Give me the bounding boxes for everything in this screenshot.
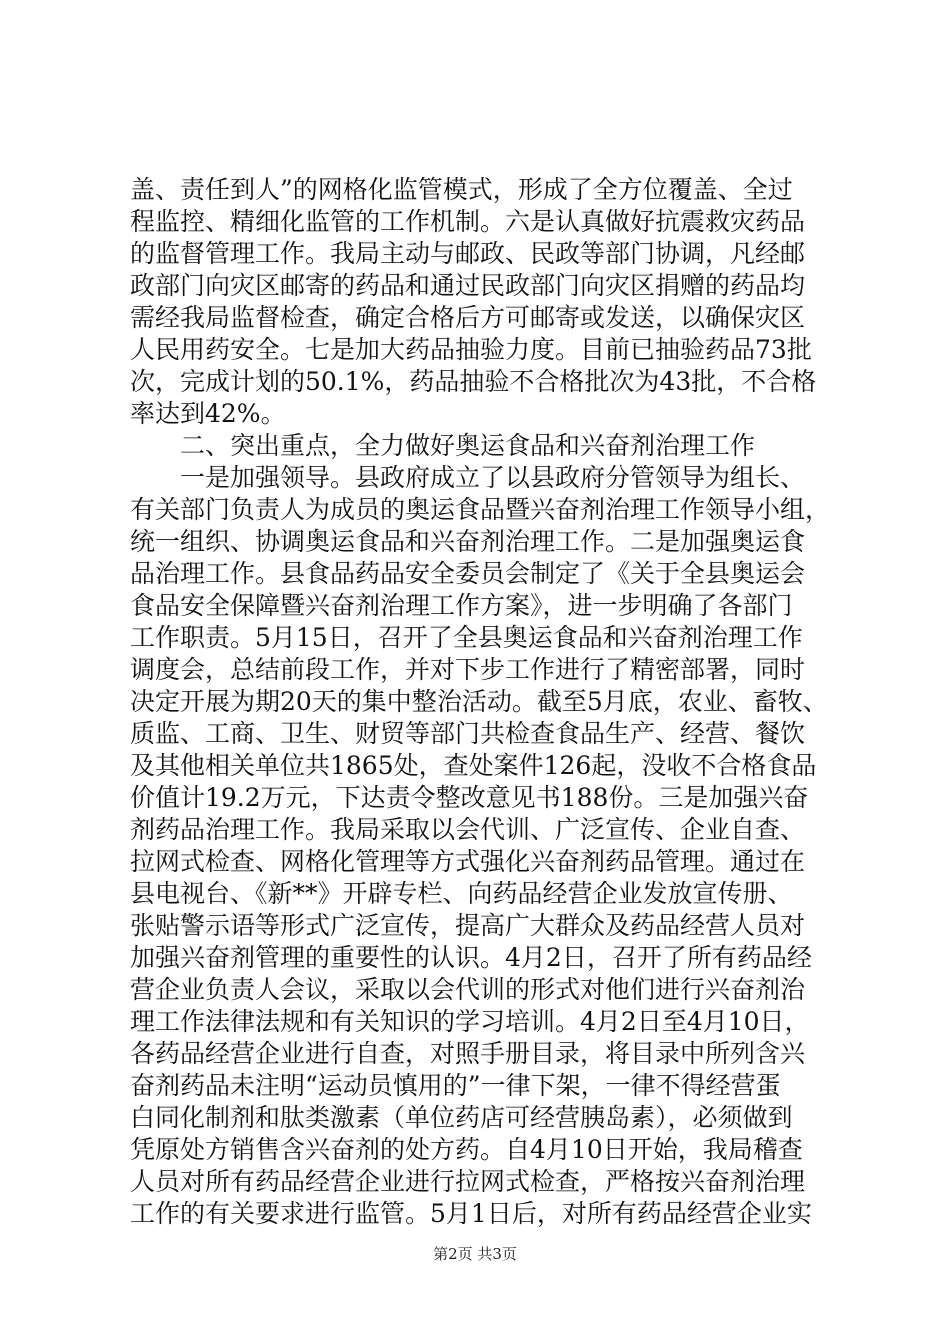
body-text-line: 张贴警示语等形式广泛宣传，提高广大群众及药品经营人员对 (130, 911, 806, 940)
body-text-line: 人民用药安全。七是加大药品抽验力度。目前已抽验药品73批 (130, 335, 812, 364)
body-text-line: 程监控、精细化监管的工作机制。六是认真做好抗震救灾药品 (130, 207, 806, 236)
body-text-line: 人员对所有药品经营企业进行拉网式检查，严格按兴奋剂治理 (130, 1167, 806, 1196)
body-text-line: 营企业负责人会议，采取以会代训的形式对他们进行兴奋剂治 (130, 975, 806, 1004)
body-text-line: 奋剂药品未注明“运动员慎用的”一律下架，一律不得经营蛋 (130, 1071, 781, 1100)
body-text-line: 有关部门负责人为成员的奥运食品暨兴奋剂治理工作领导小组， (130, 495, 831, 524)
body-text-line: 拉网式检查、网格化管理等方式强化兴奋剂药品管理。通过在 (130, 847, 806, 876)
body-text-line: 剂药品治理工作。我局采取以会代训、广泛宣传、企业自查、 (130, 815, 806, 844)
body-text-line: 决定开展为期20天的集中整治活动。截至5月底，农业、畜牧、 (130, 687, 828, 716)
body-text-line: 加强兴奋剂管理的重要性的认识。4月2日，召开了所有药品经 (130, 943, 812, 972)
page-footer: 第2页 共3页 (433, 1245, 517, 1263)
body-text-line: 各药品经营企业进行自查，对照手册目录，将目录中所列含兴 (130, 1039, 806, 1068)
body-text-line: 县电视台、《新**》开辟专栏、向药品经营企业发放宣传册、 (130, 879, 793, 908)
body-text-line: 理工作法律法规和有关知识的学习培训。4月2日至4月10日， (130, 1007, 810, 1036)
body-text-line: 价值计19.2万元，下达责令整改意见书188份。三是加强兴奋 (130, 783, 809, 812)
body-text-line: 需经我局监督检查，确定合格后方可邮寄或发送，以确保灾区 (130, 303, 806, 332)
body-text-line: 品治理工作。县食品药品安全委员会制定了《关于全县奥运会 (130, 559, 806, 588)
body-text-line: 白同化制剂和肽类激素（单位药店可经营胰岛素），必须做到 (130, 1103, 793, 1132)
body-text-line: 次，完成计划的50.1%，药品抽验不合格批次为43批，不合格 (130, 367, 817, 396)
body-text-line: 质监、工商、卫生、财贸等部门共检查食品生产、经营、餐饮 (130, 719, 806, 748)
body-text-line: 工作的有关要求进行监管。5月1日后，对所有药品经营企业实 (130, 1199, 812, 1228)
body-text-line: 食品安全保障暨兴奋剂治理工作方案》，进一步明确了各部门 (130, 591, 793, 620)
body-text-line: 统一组织、协调奥运食品和兴奋剂治理工作。二是加强奥运食 (130, 527, 806, 556)
body-text-line: 工作职责。5月15日，召开了全县奥运食品和兴奋剂治理工作 (130, 623, 803, 652)
body-text-line: 政部门向灾区邮寄的药品和通过民政部门向灾区捐赠的药品均 (130, 271, 806, 300)
body-text-line: 率达到42%。 (130, 399, 286, 428)
body-text-line: 及其他相关单位共1865处，查处案件126起，没收不合格食品 (130, 751, 817, 780)
body-text-line: 一是加强领导。县政府成立了以县政府分管领导为组长、 (130, 463, 806, 492)
body-text-line: 的监督管理工作。我局主动与邮政、民政等部门协调，凡经邮 (130, 239, 806, 268)
body-text-line: 调度会，总结前段工作，并对下步工作进行了精密部署，同时 (130, 655, 806, 684)
body-text-line: 凭原处方销售含兴奋剂的处方药。自4月10日开始，我局稽查 (130, 1135, 803, 1164)
body-text-line: 盖、责任到人”的网格化监管模式，形成了全方位覆盖、全过 (130, 175, 793, 204)
section-heading: 二、突出重点，全力做好奥运食品和兴奋剂治理工作 (130, 431, 756, 460)
